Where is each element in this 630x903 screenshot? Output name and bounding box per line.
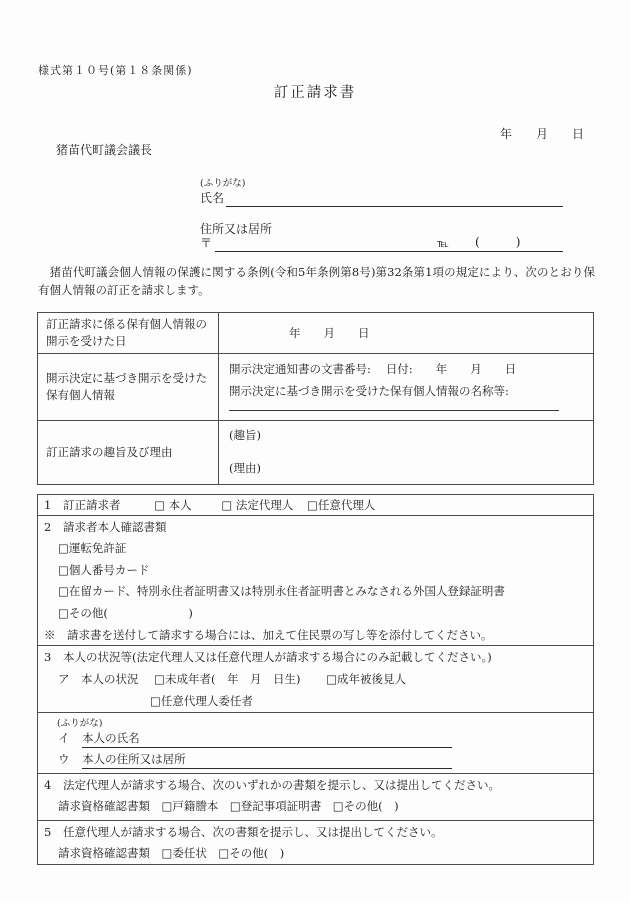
voluntary-rep-doc-options: 請求資格確認書類 □委任状 □その他( ): [58, 846, 285, 860]
doc-date-blank: 日付: 年 月 日: [385, 362, 517, 376]
form-number: 様式第１０号(第１８条関係): [38, 64, 193, 77]
sub-section-a-label: ア 本人の状況: [58, 672, 139, 686]
section-number: 3: [44, 650, 52, 664]
page-title: 訂正請求書: [273, 85, 357, 101]
section-number: 2: [44, 520, 52, 534]
name-blank-line: [226, 191, 563, 207]
section-label: 請求者本人確認書類: [62, 520, 167, 534]
purport-reason-cell: [219, 421, 594, 485]
checkbox-option-legal-rep: □ 法定代理人: [221, 498, 294, 512]
furigana-label: (ふりがな): [200, 178, 246, 189]
row-label: 開示決定に基づき開示を受けた保有個人情報: [38, 354, 219, 421]
checkbox-option-drivers-license: □運転免許証: [58, 541, 127, 555]
checkbox-option-other: □その他( ): [58, 605, 193, 620]
section-number: 4: [44, 778, 52, 792]
address-label: 住所又は居所: [200, 222, 273, 236]
table-row: [38, 495, 594, 516]
intro-paragraph: 猪苗代町議会個人情報の保護に関する条例(令和5年条例第8号)第32条第1項の規定により、次のとおり保有個人情報の訂正を請求します。: [38, 265, 595, 297]
table-row: [38, 421, 594, 485]
sub-section-b-prefix: イ: [58, 731, 70, 745]
legal-rep-doc-options: 請求資格確認書類 □戸籍謄本 □登記事項証明書 □その他( ): [58, 799, 399, 813]
section-number: 1: [44, 498, 52, 512]
info-name-blank-line: [229, 410, 559, 411]
address-blank-line: [215, 234, 563, 252]
table-row: [38, 516, 594, 646]
sub-section-c-prefix: ウ: [58, 752, 70, 766]
request-details-table: [37, 312, 594, 485]
tel-label: ℡: [437, 237, 449, 250]
section-number: 5: [44, 825, 52, 839]
section-label: 訂正請求者: [62, 498, 121, 512]
applicant-name-row: [200, 189, 563, 207]
checkbox-option-voluntary-rep: □任意代理人: [307, 498, 376, 512]
table-row: [38, 646, 594, 713]
checkbox-option-my-number-card: □個人番号カード: [58, 562, 150, 577]
requester-type-cell: [38, 495, 594, 516]
principal-name-blank: 本人の氏名: [82, 730, 452, 748]
table-row: [38, 313, 594, 354]
postal-mark: 〒: [200, 236, 213, 250]
disclosed-info-cell: [219, 354, 594, 421]
mailing-note: ※ 請求書を送付して請求する場合には、加えて住民票の写し等を添付してください。: [44, 628, 493, 642]
table-row: [38, 774, 594, 821]
doc-number-label: 開示決定通知書の文書番号:: [229, 362, 371, 376]
section-label: 法定代理人が請求する場合、次のいずれかの書類を提示し、又は提出してください。: [62, 778, 500, 792]
checkbox-option-adult-ward: □成年被後見人: [326, 672, 407, 686]
section-label: 任意代理人が請求する場合、次の書類を提示し、又は提出してください。: [62, 825, 443, 839]
voluntary-rep-docs-cell: [38, 821, 594, 865]
row-label: 訂正請求に係る保有個人情報の開示を受けた日: [38, 313, 219, 354]
furigana-label: (ふりがな): [57, 718, 103, 729]
section-label: 本人の状況等(法定代理人又は任意代理人が請求する場合にのみ記載してください。): [62, 650, 492, 664]
addressee: 猪苗代町議会議長: [56, 143, 153, 157]
info-name-label: 開示決定に基づき開示を受けた保有個人情報の名称等:: [229, 384, 509, 398]
applicant-address-row: [200, 234, 563, 252]
principal-address-blank: 本人の住所又は居所: [82, 751, 452, 769]
principal-status-cell: [38, 646, 594, 713]
checkbox-option-self: □ 本人: [154, 498, 192, 512]
table-row: [38, 713, 594, 774]
checkbox-option-minor: □未成年者( 年 月 日生): [154, 672, 301, 686]
table-row: [38, 354, 594, 421]
checkbox-option-voluntary-delegator: □任意代理人委任者: [150, 694, 253, 708]
table-row: [38, 821, 594, 865]
principal-identity-cell: [38, 713, 594, 774]
reason-label: (理由): [229, 461, 261, 475]
tel-area-code-parens: ( ): [475, 235, 521, 249]
legal-rep-docs-cell: [38, 774, 594, 821]
row-label: 訂正請求の趣旨及び理由: [38, 421, 219, 485]
disclosure-date-blank: 年 月 日: [219, 313, 594, 354]
purport-label: (趣旨): [229, 428, 261, 442]
checkbox-option-residence-card: □在留カード、特別永住者証明書又は特別永住者証明書とみなされる外国人登録証明書: [58, 584, 505, 598]
checklist-table: [37, 494, 594, 865]
identity-docs-cell: [38, 516, 594, 646]
date-blank: 年 月 日: [499, 127, 584, 141]
name-label: 氏名: [200, 191, 225, 205]
